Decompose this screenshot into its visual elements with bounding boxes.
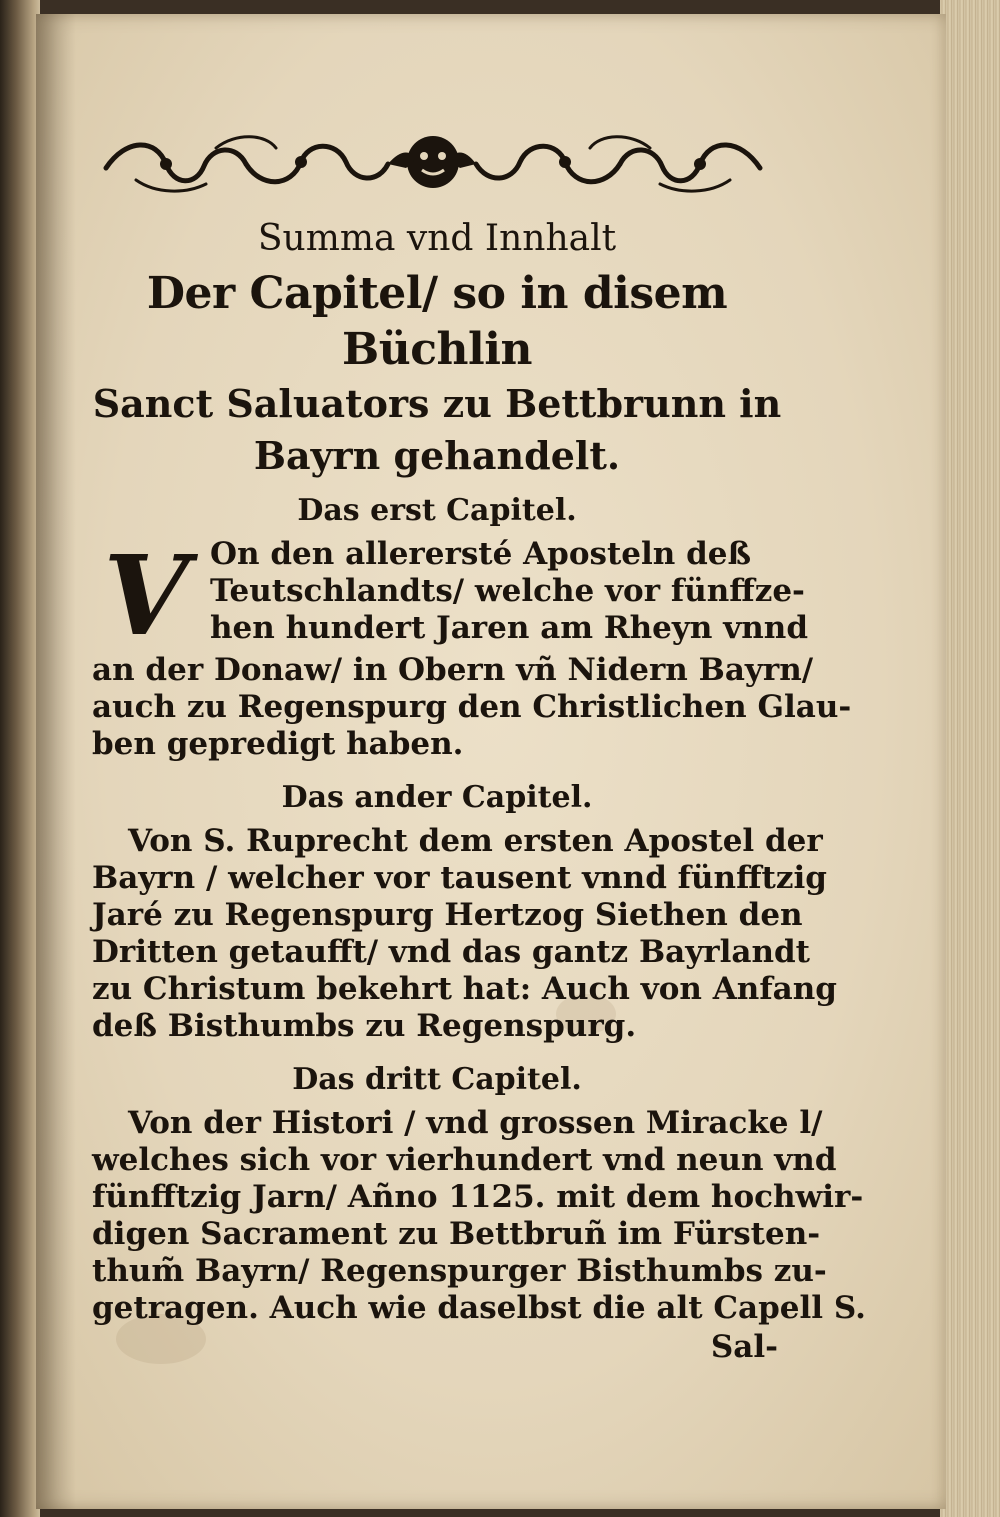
- text-line: On den allerersté Aposteln deß: [210, 536, 752, 572]
- text-line: auch zu Regenspurg den Christlichen Glau-: [92, 689, 852, 725]
- chapter-2-text: [92, 823, 837, 1045]
- text-line: digen Sacrament zu Bettbruñ im Fürsten-: [92, 1216, 821, 1252]
- decorated-initial: V: [103, 531, 189, 660]
- page-text: [92, 212, 866, 1367]
- text-line: an der Donaw/ in Obern vñ Nidern Bayrn/: [92, 652, 814, 688]
- text-line: zu Christum bekehrt hat: Auch von Anfang: [92, 971, 837, 1007]
- text-line: Bayrn / welcher vor tausent vnnd fünfftzig: [92, 860, 827, 896]
- text-line: thum̃ Bayrn/ Regenspurger Bisthumbs zu-: [92, 1253, 827, 1289]
- text-line: Von der Histori / vnd grossen Miracke l/: [128, 1105, 823, 1141]
- page-stack-edge: [940, 0, 1000, 1517]
- text-line: ben gepredigt haben.: [92, 726, 464, 762]
- chapter-2-heading: Das ander Capitel.: [281, 780, 593, 815]
- text-line: hen hundert Jaren am Rheyn vnnd: [210, 610, 809, 646]
- chapter-1-text-continued: [92, 652, 852, 763]
- text-line: Dritten getaufft/ vnd das gantz Bayrlandt: [92, 934, 810, 970]
- text-line: getragen. Auch wie daselbst die alt Capell S.: [92, 1290, 866, 1326]
- spine-shadow: [36, 14, 76, 1509]
- heading-subtitle-2: Bayrn gehandelt.: [253, 433, 621, 478]
- chapter-1-heading: Das erst Capitel.: [297, 493, 577, 528]
- text-line: Von S. Ruprecht dem ersten Apostel der: [128, 823, 823, 859]
- text-line: welches sich vor vierhundert vnd neun vnd: [92, 1142, 837, 1178]
- heading-subtitle-1: Sanct Saluators zu Bettbrunn in: [92, 381, 782, 426]
- text-line: Teutschlandts/ welche vor fünffze-: [210, 573, 805, 609]
- text-line: deß Bisthumbs zu Regenspurg.: [92, 1008, 637, 1044]
- heading-summa: Summa vnd Innhalt: [257, 218, 617, 259]
- catchword: Sal-: [710, 1329, 778, 1365]
- heading-title: Der Capitel/ so in disem Büchlin: [146, 268, 728, 375]
- chapter-3-text: [92, 1105, 866, 1327]
- chapter-3-heading: Das dritt Capitel.: [292, 1062, 582, 1097]
- chapter-1-paragraph: [92, 531, 852, 763]
- foliage-headpiece-ornament: [96, 128, 770, 200]
- text-line: Jaré zu Regenspurg Hertzog Siethen den: [92, 897, 803, 933]
- book-spine-edge: [0, 0, 40, 1517]
- text-line: fünfftzig Jarn/ Añno 1125. mit dem hochwir-: [92, 1179, 864, 1215]
